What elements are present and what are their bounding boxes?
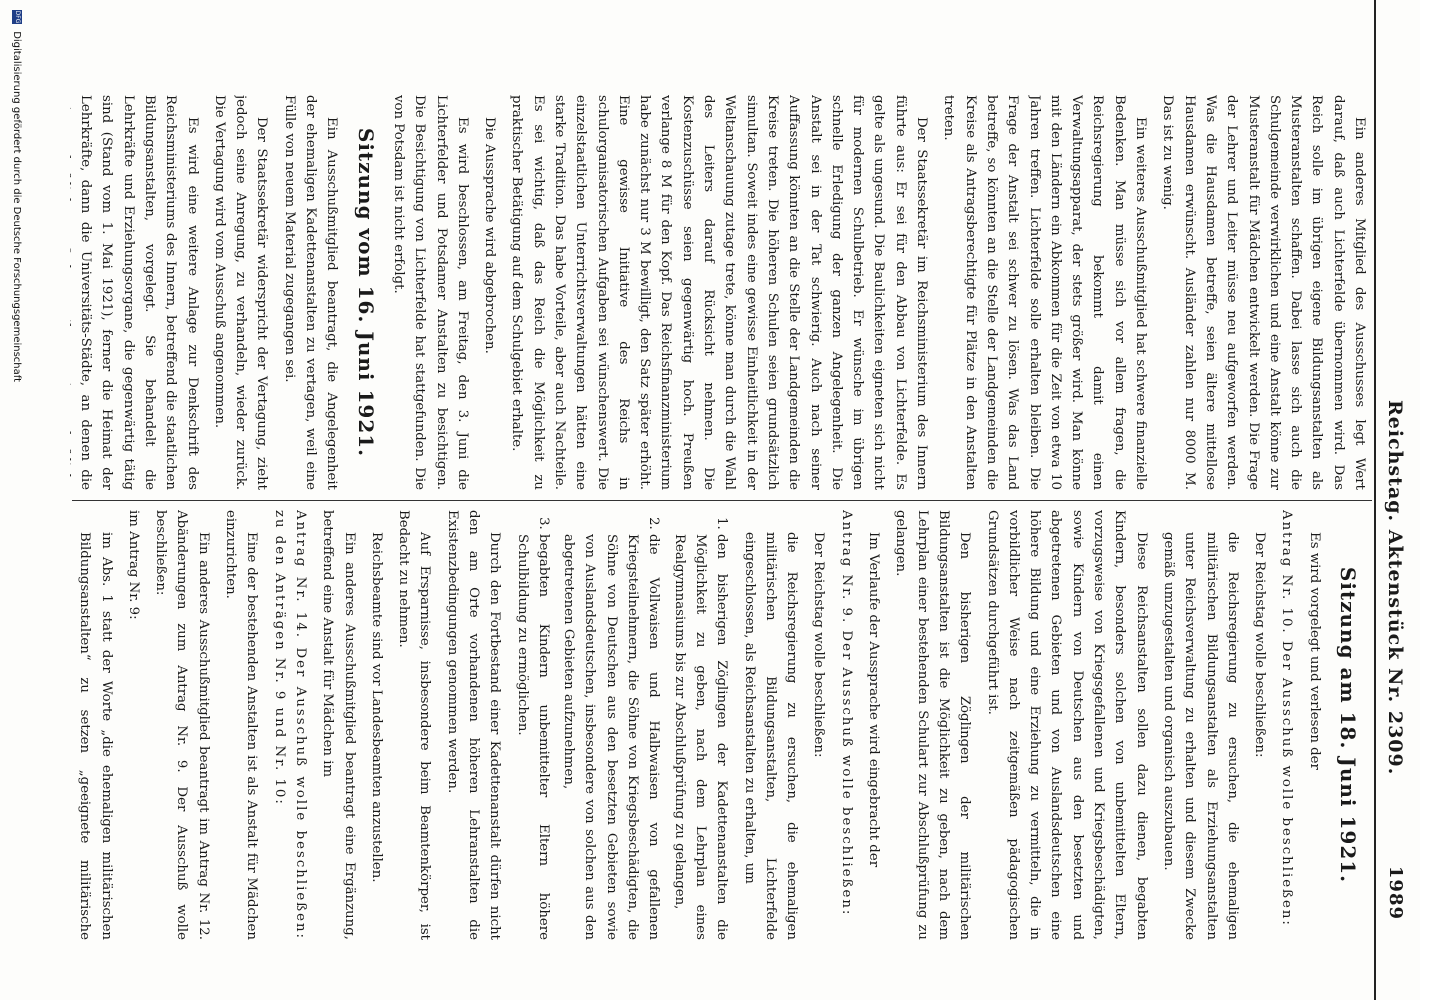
page-number: 1989 bbox=[1385, 865, 1406, 920]
paragraph: Diese Reichsanstalten sollen dazu dienen, begabten Kindern, besonders solchen von unbemittelten Eltern, vorzugsweise von Kriegsgefallenen und Kriegsbeschädigten, sowie Kindern von Deutschen aus den besetzten und abgetretenen Gebieten und von Auslandsdeutschen eine höhere Bildung und eine Erziehung zu vermitteln, die in vorbildlicher Weise nach zeitgemäßen pädagogischen Grundsätzen durchgeführt ist. bbox=[984, 510, 1149, 940]
paragraph: im Abs. 1 statt der Worte „die ehemaligen militärischen Bildungsanstalten“ zu setzen „geeignete militärische bbox=[77, 532, 114, 940]
paragraph: Ein anderes Mitglied des Ausschusses legt Wert darauf, daß auch Lichterfelde übernommen wird. Das Reich solle im übrigen eigene Bildungsanstalten als Musteranstalten schaffen. Dabei lasse sich auch die Schulgemeinde verwirklichen und eine Anstalt könne zur Musteranstalt für Mädchen entwickelt werden. Die Frage der Lehrer und Leiter müsse neu aufgeworfen werden. Was die Hausdamen betreffe, seien ältere mittellose Hausdamen erwünscht. Ausländer zahlen nur 8000 M. Das ist zu wenig. bbox=[1160, 95, 1367, 490]
motion-list bbox=[511, 510, 732, 940]
paragraph: Der Staatssekretär im Reichsministerium des Innern führte aus: Er sei für den Abbau von Lichterfelde. Es gelte als ungesund. Die Baulichkeiten eigneten sich nicht für modernen Schulbetrieb. Er wünsche im übrigen schnelle Erledigung der ganzen Angelegenheit. Die Anstalt sei in der Tat schwierig. Auch nach seiner Auffassung könnten an die Stelle der Landgemeinden die Kreise treten. Die höheren Schulen seien grundsätzlich simultan. Soweit indes eine gewisse Einheitlichkeit in der Weltanschauung zutage trete, könne man durch die Wahl des Leiters darauf Rücksicht nehmen. Die Kostenzuschüsse seien gegenwärtig hoch. Preußen verlange 8 M für den Kopf. Das Reichsfinanzministerium habe zunächst nur 3 M bewilligt, den Satz später erhöht. Eine gewisse Initiative des Reichs in schulorganisatorischen Aufgaben sei wünschenswert. Die einzelstaatlichen Unterrichtsverwaltungen hätten eine starke Tradition. Das habe Vorteile, aber auch Nachteile. Es sei wichtig, daß das Reich die Möglichkeit zu praktischer Betätigung auf dem Schulgebiet erhalte. bbox=[509, 95, 930, 490]
list-item: 3. begabten Kindern unbemittelter Eltern höhere Schulbildung zu ermöglichen. bbox=[511, 534, 554, 940]
digitization-credit bbox=[11, 10, 22, 1000]
paragraph: Der Reichstag wolle beschließen: bbox=[811, 532, 827, 758]
paragraph: die Reichsregierung zu ersuchen, die ehemaligen militärischen Bildungsanstalten als Erziehungsanstalten unter Reichsverwaltung zu erhalten und diesem Zwecke gemäß umzugestalten und organisch auszubauen. bbox=[1160, 532, 1240, 940]
paragraph: Die Aussprache wird abgebrochen. bbox=[482, 117, 498, 354]
paragraph: Eine der bestehenden Anstalten ist als Anstalt für Mädchen einzurichten. bbox=[223, 510, 260, 940]
paragraph: Es wird eine weitere Anlage zur Denkschrift des Reichsministeriums des Innern, betreffend die staatlichen Bildungsanstalten, vorgelegt. Sie behandelt die Lehrkräfte und Erziehungsorgane, die gegenwärtig tätig sind (Stand vom 1. Mai 1921), ferner die Heimat der Lehrkräfte, dann die Universitäts-Städte, an denen die bbox=[78, 95, 200, 490]
motion-title: Antrag Nr. 10. Der Ausschuß wolle beschließen: bbox=[1279, 510, 1295, 927]
motion-title: Antrag Nr. 9. Der Ausschuß wolle beschließen: bbox=[838, 510, 854, 917]
paragraph: Ein anderes Ausschußmitglied beantragt eine Ergänzung, betreffend eine Anstalt für Mädchen im bbox=[320, 510, 357, 940]
list-item: 2. die Vollwaisen und Halbwaisen von gefallenen Kriegsteilnehmern, die Söhne von Kriegsbeschädigten, die Söhne von Deutschen aus den besetzten Gebieten sowie von Auslandsdeutschen, insbesondere von solchen aus den abgetretenen Gebieten aufzunehmen, bbox=[558, 534, 664, 940]
dfg-logo-icon: DFG bbox=[14, 10, 21, 24]
paragraph: Es wird beschlossen, am Freitag, den 3. Juni die Lichterfelder und Potsdamer Anstalten zu besichtigen. Die Besichtigung von Lichterfelde hat stattgefunden. Die von Potsdam ist nicht erfolgt. bbox=[390, 95, 470, 490]
paragraph: Ein weiteres Ausschußmitglied hat schwere finanzielle Bedenken. Man müsse sich vor allem fragen, die Reichsregierung bekommt damit einen Verwaltungsapparat, der stets größer wird. Man könne mit den Ländern ein Abkommen für die Zeit von etwa 10 Jahren treffen. Lichterfelde solle erhalten bleiben. Die Frage der Anstalt sei schwer zu lösen. Was das Land betreffe, so könnten an die Stelle der Landgemeinden die Kreise als Antragsberechtigte für Plätze in den Anstalten treten. bbox=[941, 95, 1149, 490]
paragraph: Der Staatssekretär widerspricht der Vertagung, zieht jedoch seine Anregung, zu verhandeln, wieder zurück. Die Vertagung wird vom Ausschuß angenommen. bbox=[211, 95, 270, 490]
paragraph: Ein Ausschußmitglied beantragt, die Angelegenheit der ehemaligen Kadettenanstalten zu vertagen, weil eine Fülle von neuem Material zugegangen sei. bbox=[281, 95, 340, 490]
paragraph: Den bisherigen Zöglingen der militärischen Bildungsanstalten ist die Möglichkeit zu geben, nach dem Lehrplan einer bestehenden Schulart zur Abschlußprüfung zu gelangen. bbox=[893, 510, 973, 940]
paragraph: Es wird vorgelegt und verlesen der bbox=[1306, 532, 1322, 770]
paragraph: im Antrag Nr. 9: bbox=[125, 510, 141, 620]
page-header bbox=[1374, 0, 1412, 1000]
paragraph: die Reichsregierung zu ersuchen, die ehemaligen militärischen Bildungsanstalten, Lichterfelde eingeschlossen, als Reichsanstalten zu erhalten, um bbox=[741, 532, 800, 940]
paragraph: Der Reichstag wolle beschließen: bbox=[1252, 532, 1268, 758]
list-item: 1. den bisherigen Zöglingen der Kadettenanstalten die Möglichkeit zu geben, nach dem Lehrplan eines Realgymnasiums bis zur Abschlußprüfung zu gelangen, bbox=[668, 534, 732, 940]
session-heading: Sitzung am 18. Juni 1921. bbox=[1336, 566, 1360, 884]
session-heading: Sitzung vom 16. Juni 1921. bbox=[353, 127, 378, 458]
running-title: Reichstag. Aktenstück Nr. 2309. bbox=[1384, 400, 1406, 776]
paragraph: Im Verlaufe der Aussprache wird eingebracht der bbox=[866, 532, 882, 868]
motion-title: Antrag Nr. 14. Der Ausschuß wolle beschließen: zu den Anträgen Nr. 9 und Nr. 10: bbox=[271, 510, 308, 940]
credit-text: Digitalisierung gefördert durch die Deutsche Forschungsgemeinschaft bbox=[11, 31, 22, 383]
paragraph: Ein anderes Ausschußmitglied beantragt im Antrag Nr. 12. Abänderungen zum Antrag Nr. 9. Der Ausschuß wolle beschließen: bbox=[153, 510, 211, 940]
left-column bbox=[70, 95, 1370, 490]
right-column bbox=[70, 510, 1370, 940]
paragraph: Durch den Fortbestand einer Kadettenanstalt dürfen nicht den am Orte vorhandenen höheren Lehranstalten die Existenzbedingungen genommen werden. bbox=[444, 510, 503, 940]
paragraph: Auf Ersparnisse, insbesondere beim Beamtenkörper, ist Bedacht zu nehmen. bbox=[396, 510, 433, 940]
paragraph: Reichsbeamte sind vor Landesbeamten anzustellen. bbox=[368, 532, 384, 883]
column-divider bbox=[72, 500, 1372, 501]
